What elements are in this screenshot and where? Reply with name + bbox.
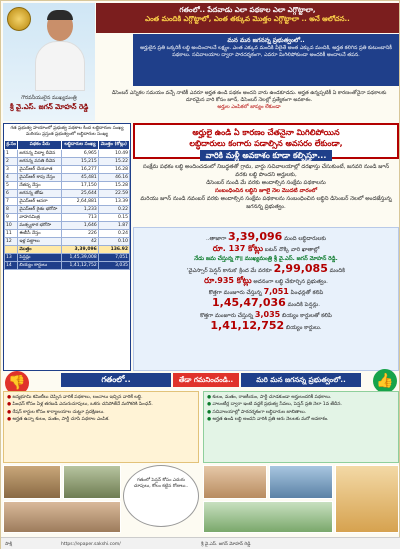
table-cell: 1	[5, 150, 18, 158]
amount-value: రూ. 137 కోట్లు	[212, 244, 263, 253]
promise-text: డిసెంబర్ ఎన్నికల సమయం వచ్చే నాటికీ ఎవరూ అర్హత ఉండి పథకం అందని వారు ఉండకూడదు. అర్హత ఉన్నప్పటికీ ఏ కారణంతోనైనా పథకాలకు దూరమైన వారి కోసం జూన్, డిసెంబర్ నెలల్లో ప్రత్యేకంగా అవకాశం.	[111, 90, 387, 103]
list-item: ● అర్హత ఉండి లబ్ధి అందని వారికి ప్రతి ఆరు నెలలకు మరో అవకాశం.	[207, 417, 395, 423]
table-cell: 45,481	[62, 174, 99, 182]
stats-row	[140, 244, 392, 255]
table-row	[5, 158, 130, 166]
table-row	[5, 262, 130, 270]
pension-count: 2,99,085	[273, 262, 328, 275]
table-cell: వైఎస్ఆర్ ఆసరా	[18, 198, 62, 206]
table-cell: జగనన్న వసతి దీవెన	[18, 158, 62, 166]
stats-block	[133, 227, 399, 371]
schemes-text2: డిసెంబర్ నుండి మే వరకు అందాల్సిన సంక్షేమ పథకాలను	[206, 180, 326, 186]
volunteer-photo	[203, 465, 267, 499]
now-label: మరి మన జగనన్న ప్రభుత్వంలో..	[241, 373, 361, 387]
stats-text: బియ్యం కార్డులతో కలిపి	[281, 313, 332, 319]
beneficiary-table-block	[3, 123, 131, 371]
promise-highlight: అర్హుల ఎంపికలో జాప్యం లేకుండా	[217, 104, 281, 110]
schemes-text1: సంక్షేమ పథకం లబ్ధి అందించడంలో నిబద్ధతతో గ్రామ, వార్డు సచివాలయాల్లో దరఖాస్తు చేసుకుంటే, జనవరి నుండి జూన్ వరకు లబ్ధి పొందని అర్హులకు,	[142, 164, 390, 178]
table-cell: వైఎస్ఆర్ కాపు నేస్తం	[18, 174, 62, 182]
table-body	[5, 150, 130, 270]
stats-text: మందికి	[329, 268, 345, 274]
table-cell: 1.87	[98, 222, 129, 230]
table-row	[5, 230, 130, 238]
table-row	[5, 238, 130, 246]
stats-row	[140, 321, 392, 333]
table-cell: వైఎస్ఆర్ చేయూత	[18, 166, 62, 174]
table-cell: 15.22	[98, 158, 129, 166]
footer-url[interactable]: https://epaper.sakshi.com/	[61, 542, 121, 547]
state-emblem-logo	[7, 7, 31, 31]
new-rice-cards: 3,035	[254, 310, 281, 319]
portrait-block	[3, 3, 95, 121]
list-item: ● వాలంటీర్ల ద్వారా ఇంటి వద్దకే ప్రభుత్వ సేవలు, పెన్షన్ ప్రతి నెలా 1వ తేదీన.	[207, 402, 395, 408]
stats-text: కొత్తగా మంజూరు చేస్తున్న	[200, 313, 254, 319]
table-cell: 0.22	[98, 206, 129, 214]
list-item: ● అర్హత ఉన్నా కులం, మతం, పార్టీ చూసి పథకాల ఎంపిక.	[7, 417, 195, 423]
headline-banner	[96, 3, 399, 33]
table-cell: బియ్యం కార్డులు	[18, 262, 62, 270]
stats-row	[140, 298, 392, 310]
stats-text: కొత్తగా మంజూరు చేస్తున్న	[208, 290, 262, 296]
beneficiaries-photo	[203, 501, 333, 533]
table-cell: మొత్తం	[18, 246, 62, 254]
table-cell: 6	[5, 190, 18, 198]
table-cell: 16,277	[62, 166, 99, 174]
table-cell: 3,39,096	[62, 246, 99, 254]
thumbs-up-icon: 👍	[373, 369, 397, 393]
stats-text: మంది లబ్ధిదారులకు	[284, 236, 327, 242]
past-photos	[3, 465, 199, 535]
table-cell	[5, 246, 18, 254]
thumbs-down-icon: 👎	[5, 371, 29, 395]
elderly-photo	[335, 465, 399, 533]
table-cell: ఇళ్ల పట్టాలు	[18, 238, 62, 246]
promise-text-block	[99, 88, 399, 122]
table-row	[5, 222, 130, 230]
new-pensions-count: 7,051	[263, 287, 289, 296]
portrait-role: గౌరవనీయులైన ముఖ్యమంత్రి	[21, 95, 77, 101]
table-cell: 10	[5, 222, 18, 230]
stats-row	[140, 276, 392, 287]
intro-text: అర్హులైన ప్రతి ఒక్కరికీ లబ్ధి అందించాలనే లక్ష్యం. ఎంత ఎక్కువ మందికి వీలైతే అంత ఎక్కువ మందికి, అర్హత కలిగిన ప్రతి కుటుంబానికీ పథకాలు. సచివాలయాల ద్వారా పారదర్శకంగా, ఎవరూ మిగిలిపోకుండా అందరికీ అందాలనే తపన.	[140, 45, 392, 58]
table-cell: జగనన్న తోడు	[18, 190, 62, 198]
headline-line2: ఎంత మందికి ఎగ్గొట్టాలో, ఎంత తక్కువ మొత్తం ఎగ్గొట్టాలా .. అనే ఆలోచన..	[145, 15, 350, 23]
stats-text: మందికి పెన్షన్లు.	[287, 302, 320, 308]
difference-label: తేడా గమనించండి..	[173, 373, 239, 387]
footer-credit: శ్రీ వై.ఎస్. జగన్ మోహన్ రెడ్డి	[201, 542, 251, 547]
pension-amount: రూ.935 కోట్లు	[204, 276, 252, 285]
table-cell: 3,035	[98, 262, 129, 270]
office-queue-photo	[3, 501, 121, 533]
table-row	[5, 206, 130, 214]
table-cell: 226	[62, 230, 99, 238]
table-cell: 7	[5, 198, 18, 206]
table-cell: 713	[62, 214, 99, 222]
table-cell: 22.59	[98, 190, 129, 198]
list-item: ● జన్మభూమి కమిటీలు చెప్పిన వారికే పథకాలు, లంచాలు ఇచ్చిన వారికే లబ్ధి.	[7, 395, 195, 401]
table-cell: 6,965	[62, 150, 99, 158]
stats-text: 'వైఎస్సార్ పెన్షన్ కానుక' క్రింద మే వరకూ	[187, 268, 272, 274]
table-cell: 15.28	[98, 182, 129, 190]
table-cell: 0.24	[98, 230, 129, 238]
beneficiary-count: 3,39,096	[228, 230, 283, 243]
list-item: ● సచివాలయాల్లో పారదర్శకంగా లబ్ధిదారుల జాబితాలు.	[207, 410, 395, 416]
queue-photo	[3, 465, 61, 499]
table-cell: 1,45,39,008	[62, 254, 99, 262]
table-cell: 4	[5, 174, 18, 182]
table-cell: 0.15	[98, 214, 129, 222]
table-cell: 2	[5, 158, 18, 166]
list-item: ● పింఛన్ కోసం ఏళ్ల తరబడి ఎదురుచూపులు, ఒకరు చనిపోతేనే మరొకరికి పింఛన్.	[7, 402, 195, 408]
past-label: గతంలో..	[61, 373, 171, 387]
table-cell: వైఎస్ఆర్ రైతు భరోసా	[18, 206, 62, 214]
stats-row	[140, 264, 392, 276]
table-cell: 12	[5, 238, 18, 246]
footer-bar	[1, 537, 400, 549]
headline-line1: గతంలో.. పేదవాడు ఎలా పథకాల ఎలా ఎగ్గొట్టాలా,	[179, 6, 316, 14]
schemes-highlight: సంబంధించిన లబ్ధిని జూలై నెల మొదటి వారంలో	[214, 188, 318, 194]
table-cell: మత్స్యకార భరోసా	[18, 222, 62, 230]
table-header: క్ర.సం	[5, 141, 18, 150]
portrait-name: శ్రీ వై.ఎస్. జగన్ మోహన్ రెడ్డి	[9, 103, 89, 111]
table-cell: వాహనమిత్ర	[18, 214, 62, 222]
table-cell: 9	[5, 214, 18, 222]
pension-delivery-photo	[269, 465, 333, 499]
table-cell: 17,150	[62, 182, 99, 190]
table-row	[5, 246, 130, 254]
past-column	[3, 391, 199, 463]
table-cell: 8	[5, 206, 18, 214]
table-header: మొత్తం (కోట్లు)	[98, 141, 129, 150]
table-row	[5, 190, 130, 198]
table-cell: 15,215	[62, 158, 99, 166]
intro-box	[133, 34, 399, 86]
table-cell: పెన్షన్లు	[18, 254, 62, 262]
table-header: పథకం పేరు	[18, 141, 62, 150]
stats-text: పింఛన్లతో కలిపి	[290, 290, 324, 296]
table-cell: 3	[5, 166, 18, 174]
list-item: ● రేషన్ కార్డుల కోసం కార్యాలయాల చుట్టూ ప్రదక్షిణలు.	[7, 410, 195, 416]
table-cell: 136.92	[98, 246, 129, 254]
table-row	[5, 150, 130, 158]
stats-text: బటన్ నొక్కి వారి ఖాతాల్లో	[264, 247, 320, 253]
total-rice-cards: 1,41,12,752	[210, 319, 285, 332]
key-message-line1: అర్హులై ఉండి ఏ కారణం చేతనైనా మిగిలిపోయిన	[192, 128, 340, 137]
table-cell: 46.16	[98, 174, 129, 182]
table-cell: 10.49	[98, 150, 129, 158]
intro-title: మన మన జగనన్న ప్రభుత్వంలో..	[227, 37, 305, 44]
table-cell: 1,646	[62, 222, 99, 230]
key-message-line3: వారికి మళ్లీ అవకాశం కూడా కల్పిస్తూ...	[200, 150, 333, 161]
portrait-photo	[31, 11, 89, 91]
table-cell: ఈబీసీ నేస్తం	[18, 230, 62, 238]
table-cell: 0.10	[98, 238, 129, 246]
key-message-line2: లబ్ధిదారులు కంగారు పడాల్సిన అవసరం లేకుండా,	[189, 139, 343, 148]
stats-text: బియ్యం కార్డులు.	[285, 325, 322, 331]
table-cell: 13.39	[98, 198, 129, 206]
now-photos	[203, 465, 399, 535]
key-message-box	[133, 123, 399, 159]
table-cell: జగనన్న విద్యా దీవెన	[18, 150, 62, 158]
table-header: లబ్ధిదారుల సంఖ్య	[62, 141, 99, 150]
table-cell: 42	[62, 238, 99, 246]
crowd-photo	[63, 465, 121, 499]
schemes-text3: మరియు జూన్ నుండి నవంబర్ వరకు అందాల్సిన సంక్షేమ పథకాలను సంబంధించిన లబ్ధిని డిసెంబర్ నెలలో అందజేస్తున్న జగనన్న ప్రభుత్వం.	[140, 196, 392, 210]
table-row	[5, 166, 130, 174]
table-cell: 14	[5, 262, 18, 270]
table-cell: 2,64,881	[62, 198, 99, 206]
table-cell: 5	[5, 182, 18, 190]
table-row	[5, 174, 130, 182]
table-row	[5, 214, 130, 222]
stats-text: అదనంగా లబ్ధి చేకూర్చిన ప్రభుత్వం.	[253, 279, 328, 285]
table-row	[5, 254, 130, 262]
table-row	[5, 198, 130, 206]
table-cell: నేతన్న నేస్తం	[18, 182, 62, 190]
stats-row	[140, 232, 392, 244]
table-cell: 1,233	[62, 206, 99, 214]
table-note: గత ప్రభుత్వ హయాంలో ప్రభుత్వ పథకాల కింద లబ్ధిదారుల సంఖ్య మరియు ప్రస్తుత ప్రభుత్వంలో లబ్ధిదారుల సంఖ్య	[10, 126, 124, 137]
table-cell: 13	[5, 254, 18, 262]
now-column	[203, 391, 399, 463]
table-cell: 25,644	[62, 190, 99, 198]
list-item: ● కులం, మతం, రాజకీయం, పార్టీ చూడకుండా అర్హులందరికీ పథకాలు.	[207, 395, 395, 401]
total-pensions: 1,45,47,036	[212, 296, 286, 309]
stats-row: నేడు జమ చేస్తున్న గౌ॥ ముఖ్యమంత్రి శ్రీ వై.ఎస్. జగన్ మోహన్ రెడ్డి.	[194, 256, 338, 262]
scheme-schedule-text	[133, 161, 399, 225]
beneficiary-table	[4, 140, 130, 270]
table-cell: 16.28	[98, 166, 129, 174]
table-cell: 7,051	[98, 254, 129, 262]
table-cell: 1,41,12,752	[62, 262, 99, 270]
table-row	[5, 182, 130, 190]
footer-publisher: సాక్షి	[5, 542, 12, 547]
stats-text: ..తాజాగా	[205, 236, 227, 242]
quote-bubble: గతంలో పెన్షన్ కోసం ఎదురు చూపులు, కోలం కట్టిన రోజులు..	[123, 465, 199, 527]
table-cell: 11	[5, 230, 18, 238]
